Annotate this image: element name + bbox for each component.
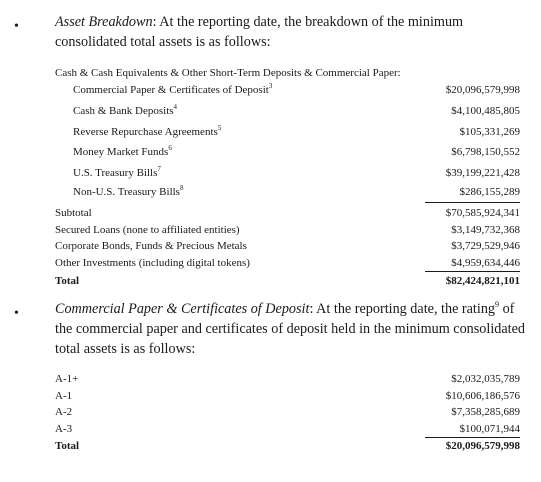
subtotal-divider xyxy=(425,202,520,203)
row-value: $286,155,289 xyxy=(459,186,520,198)
commercial-paper-heading: Commercial Paper & Certificates of Deposit xyxy=(55,301,310,317)
footnote-ref: 3 xyxy=(268,82,273,90)
footnote-ref: 5 xyxy=(217,124,222,132)
row-label: Secured Loans (none to affiliated entities) xyxy=(55,224,240,236)
footnote-ref: 7 xyxy=(157,165,161,173)
row-label: A-1+ xyxy=(55,373,79,385)
row-value: $105,331,269 xyxy=(459,126,520,138)
row-label: Commercial Paper & Certificates of Deposit xyxy=(73,84,269,96)
row-label: U.S. Treasury Bills xyxy=(73,167,158,179)
total-divider xyxy=(425,271,520,272)
total-value: $82,424,821,101 xyxy=(445,275,520,287)
cash-equivalents-group-label: Cash & Cash Equivalents & Other Short-Term Deposits & Commercial Paper: xyxy=(55,67,401,79)
row-value: $3,149,732,368 xyxy=(451,224,520,236)
row-label: A-3 xyxy=(55,423,73,435)
row-label: Corporate Bonds, Funds & Precious Metals xyxy=(55,240,247,252)
bullet-asset-breakdown: • xyxy=(14,19,19,34)
row-value: $4,100,485,805 xyxy=(451,105,520,117)
total-label: Total xyxy=(55,440,80,452)
row-value: $7,358,285,689 xyxy=(451,406,520,418)
asset-breakdown-text: : At the reporting date, the breakdown of the minimum consolidated total assets is as follows: xyxy=(55,14,464,50)
total-value: $20,096,579,998 xyxy=(445,440,520,452)
commercial-paper-text-b: of the commercial paper and certificates of deposit held in the minimum consolidated total assets is as follows: xyxy=(55,301,526,357)
row-label: Cash & Bank Deposits xyxy=(73,105,174,117)
row-value: $20,096,579,998 xyxy=(445,84,520,96)
row-value: $39,199,221,428 xyxy=(445,167,520,179)
row-label: Non-U.S. Treasury Bills xyxy=(73,186,180,198)
row-label: Subtotal xyxy=(55,207,92,219)
row-label: Reverse Repurchase Agreements xyxy=(73,126,218,138)
footnote-ref: 8 xyxy=(179,184,184,192)
row-label: A-1 xyxy=(55,390,73,402)
asset-breakdown-heading: Asset Breakdown xyxy=(55,14,153,30)
row-label: Other Investments (including digital tokens) xyxy=(55,257,250,269)
total-divider xyxy=(425,437,520,438)
asset-breakdown-intro xyxy=(55,12,525,52)
bullet-commercial-paper: • xyxy=(14,306,19,321)
total-label: Total xyxy=(55,275,80,287)
row-value: $2,032,035,789 xyxy=(451,373,520,385)
commercial-paper-text-a: : At the reporting date, the rating xyxy=(309,301,496,317)
row-value: $6,798,150,552 xyxy=(451,146,520,158)
row-value: $10,606,186,576 xyxy=(445,390,520,402)
footnote-ref: 4 xyxy=(173,103,178,111)
row-value: $4,959,634,446 xyxy=(451,257,520,269)
asset-breakdown-table xyxy=(55,66,520,291)
footnote-ref: 6 xyxy=(168,144,172,152)
commercial-paper-ratings-table xyxy=(55,372,520,462)
row-value: $70,585,924,341 xyxy=(445,207,520,219)
row-label: Money Market Funds xyxy=(73,146,169,158)
row-value: $100,071,944 xyxy=(459,423,520,435)
commercial-paper-intro xyxy=(55,299,525,359)
footnote-ref: 9 xyxy=(495,300,500,309)
row-value: $3,729,529,946 xyxy=(451,240,520,252)
row-label: A-2 xyxy=(55,406,73,418)
